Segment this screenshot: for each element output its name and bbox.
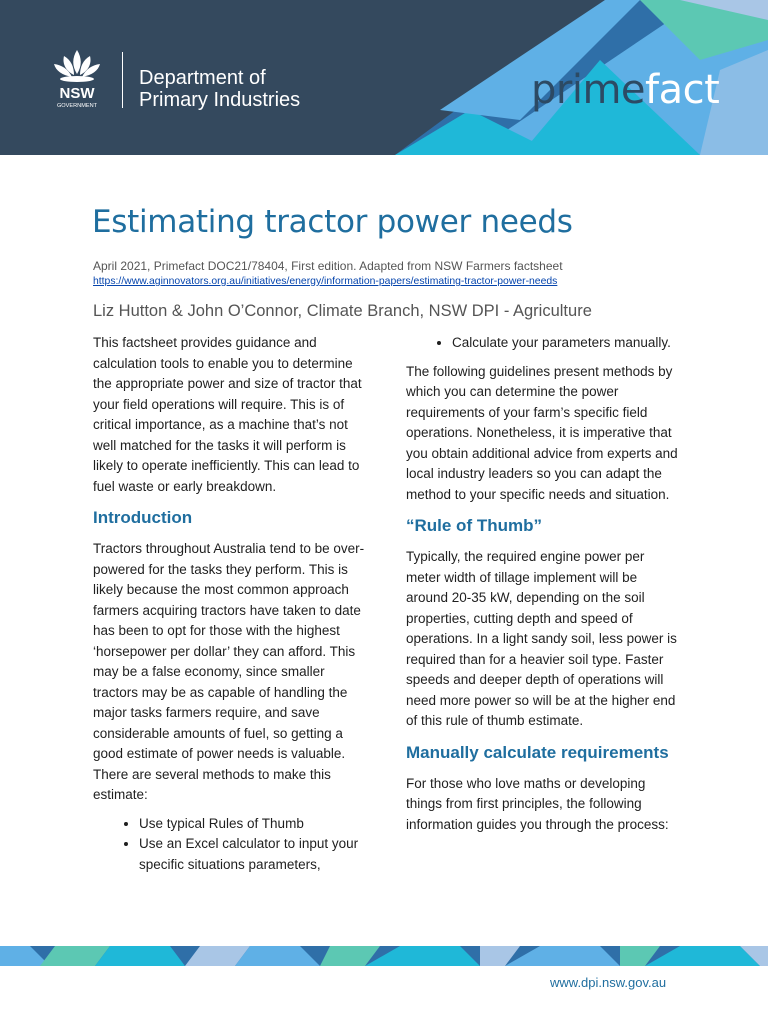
manual-calculation-paragraph: For those who love maths or developing things from first principles, the following information guides you through the process: <box>406 775 669 832</box>
guidelines-paragraph: The following guidelines present methods by which you can determine the power requirements of your farm’s specific field operations. Nonetheless, it is imperative that you obtain additional advice from experts and local industry leaders so you can adapt the method to your specific needs and situation. <box>406 363 678 502</box>
svg-text:NSW: NSW <box>59 85 95 102</box>
brand-prime: prime <box>531 67 646 113</box>
primefact-brand <box>531 66 719 114</box>
footer-website-link[interactable]: www.dpi.nsw.gov.au <box>550 975 667 990</box>
manual-calculation-heading: Manually calculate requirements <box>406 742 669 762</box>
source-link[interactable]: https://www.aginnovators.org.au/initiatives/energy/information-papers/estimating-tractor-power-needs <box>93 276 558 287</box>
department-name <box>139 67 300 111</box>
list-item: • Calculate your parameters manually. <box>452 333 678 354</box>
brand-fact: fact <box>645 67 720 113</box>
right-column <box>406 333 678 835</box>
document-title: Estimating tractor power needs <box>92 204 573 240</box>
list-item: • Use typical Rules of Thumb <box>139 814 365 835</box>
header-banner <box>0 0 768 155</box>
document-meta: April 2021, Primefact DOC21/78404, First edition. Adapted from NSW Farmers factsheet <box>93 259 563 273</box>
footer-color-band <box>0 946 768 966</box>
intro-paragraph: This factsheet provides guidance and calculation tools to enable you to determine the appropriate power and size of tractor that your field operations will require. This is of critical importance, as a machine that’s not well matched for the tasks it will perform is likely to operate inefficiently. This can lead to fuel waste or early breakdown. <box>93 335 362 494</box>
svg-text:GOVERNMENT: GOVERNMENT <box>56 103 98 109</box>
methods-list <box>93 814 365 876</box>
rule-of-thumb-paragraph: Typically, the required engine power per meter width of tillage implement will be around 20-35 kW, depending on the soil properties, cutting depth and speed of operations. In a light sandy soil, less power is required than for a heavier soil type. Faster speeds and deeper depth of operations will need more power so will be at the higher end of this rule of thumb estimate. <box>406 549 677 728</box>
methods-list-continued <box>406 333 678 354</box>
logo-divider <box>122 52 123 108</box>
introduction-heading: Introduction <box>93 508 193 527</box>
rule-of-thumb-heading: “Rule of Thumb” <box>406 516 542 535</box>
document-authors: Liz Hutton & John O’Connor, Climate Branch, NSW DPI - Agriculture <box>93 302 592 320</box>
department-line-1: Department of <box>139 67 266 89</box>
list-item: • Use an Excel calculator to input your specific situations parameters, <box>139 834 365 875</box>
nsw-government-logo <box>44 46 110 110</box>
introduction-paragraph: Tractors throughout Australia tend to be over-powered for the tasks they perform. This is likely because the most common approach farmers acquiring tractors have taken to date has been to opt for those with the highest ‘horsepower per dollar’ they can afford. This may be a false economy, since smaller tractors may be as capable of handling the major tasks farmers require, and save considerable amounts of fuel, so getting a good estimate of power needs is valuable. There are several methods to make this estimate: <box>93 541 365 802</box>
left-column <box>93 333 365 875</box>
department-line-2: Primary Industries <box>139 89 301 111</box>
